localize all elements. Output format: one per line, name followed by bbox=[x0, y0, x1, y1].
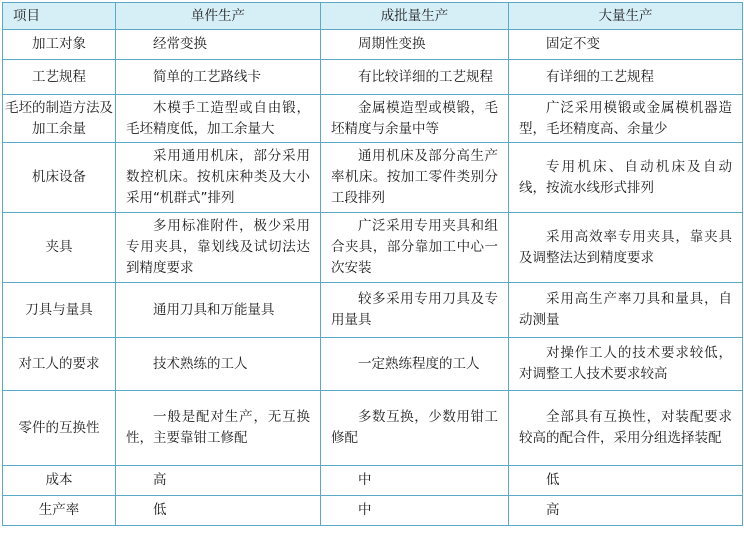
cell-mass: 采用高生产率刀具和量具，自动测量 bbox=[509, 283, 743, 338]
cell-single: 高 bbox=[116, 466, 321, 496]
row-item-label: 刀具与量具 bbox=[3, 283, 116, 338]
cell-mass: 采用高效率专用夹具，靠夹具及调整法达到精度要求 bbox=[509, 213, 743, 283]
cell-mass: 低 bbox=[509, 466, 743, 496]
row-item-label: 夹具 bbox=[3, 213, 116, 283]
cell-single: 简单的工艺路线卡 bbox=[116, 60, 321, 95]
cell-single: 木模手工造型或自由锻，毛坯精度低，加工余量大 bbox=[116, 95, 321, 143]
cell-batch: 周期性变换 bbox=[321, 30, 509, 60]
row-item-label: 生产率 bbox=[3, 496, 116, 526]
cell-mass: 高 bbox=[509, 496, 743, 526]
cell-single: 经常变换 bbox=[116, 30, 321, 60]
header-single-production: 单件生产 bbox=[116, 3, 321, 30]
table-row bbox=[3, 391, 743, 466]
table-row bbox=[3, 213, 743, 283]
cell-single: 技术熟练的工人 bbox=[116, 338, 321, 391]
row-item-label: 零件的互换性 bbox=[3, 391, 116, 466]
header-row bbox=[3, 3, 743, 30]
cell-batch: 多数互换，少数用钳工修配 bbox=[321, 391, 509, 466]
cell-single: 一般是配对生产，无互换性，主要靠钳工修配 bbox=[116, 391, 321, 466]
cell-single: 采用通用机床，部分采用数控机床。按机床种类及大小采用“机群式”排列 bbox=[116, 143, 321, 213]
table-body bbox=[3, 30, 743, 526]
cell-batch: 中 bbox=[321, 496, 509, 526]
cell-batch: 较多采用专用刀具及专用量具 bbox=[321, 283, 509, 338]
table-row bbox=[3, 30, 743, 60]
header-mass-production: 大量生产 bbox=[509, 3, 743, 30]
cell-mass: 对操作工人的技术要求较低，对调整工人技术要求较高 bbox=[509, 338, 743, 391]
cell-mass: 广泛采用模锻或金属模机器造型，毛坯精度高、余量少 bbox=[509, 95, 743, 143]
table-row bbox=[3, 60, 743, 95]
table-row bbox=[3, 143, 743, 213]
cell-batch: 金属模造型或模锻，毛坯精度与余量中等 bbox=[321, 95, 509, 143]
table-header bbox=[3, 3, 743, 30]
table-row bbox=[3, 338, 743, 391]
row-item-label: 工艺规程 bbox=[3, 60, 116, 95]
row-item-label: 成本 bbox=[3, 466, 116, 496]
cell-single: 通用刀具和万能量具 bbox=[116, 283, 321, 338]
table-row bbox=[3, 496, 743, 526]
header-batch-production: 成批量生产 bbox=[321, 3, 509, 30]
row-item-label: 机床设备 bbox=[3, 143, 116, 213]
cell-mass: 专用机床、自动机床及自动线，按流水线形式排列 bbox=[509, 143, 743, 213]
header-item: 项目 bbox=[3, 3, 116, 30]
row-item-label: 对工人的要求 bbox=[3, 338, 116, 391]
row-item-label: 加工对象 bbox=[3, 30, 116, 60]
cell-batch: 广泛采用专用夹具和组合夹具，部分靠加工中心一次安装 bbox=[321, 213, 509, 283]
cell-mass: 全部具有互换性，对装配要求较高的配合件，采用分组选择装配 bbox=[509, 391, 743, 466]
table-row bbox=[3, 466, 743, 496]
cell-batch: 一定熟练程度的工人 bbox=[321, 338, 509, 391]
cell-single: 低 bbox=[116, 496, 321, 526]
cell-batch: 通用机床及部分高生产率机床。按加工零件类别分工段排列 bbox=[321, 143, 509, 213]
cell-batch: 中 bbox=[321, 466, 509, 496]
row-item-label: 毛坯的制造方法及加工余量 bbox=[3, 95, 116, 143]
cell-mass: 固定不变 bbox=[509, 30, 743, 60]
cell-batch: 有比较详细的工艺规程 bbox=[321, 60, 509, 95]
table-row bbox=[3, 283, 743, 338]
cell-single: 多用标准附件，极少采用专用夹具，靠划线及试切法达到精度要求 bbox=[116, 213, 321, 283]
production-type-comparison-table bbox=[2, 2, 743, 526]
table-row bbox=[3, 95, 743, 143]
cell-mass: 有详细的工艺规程 bbox=[509, 60, 743, 95]
